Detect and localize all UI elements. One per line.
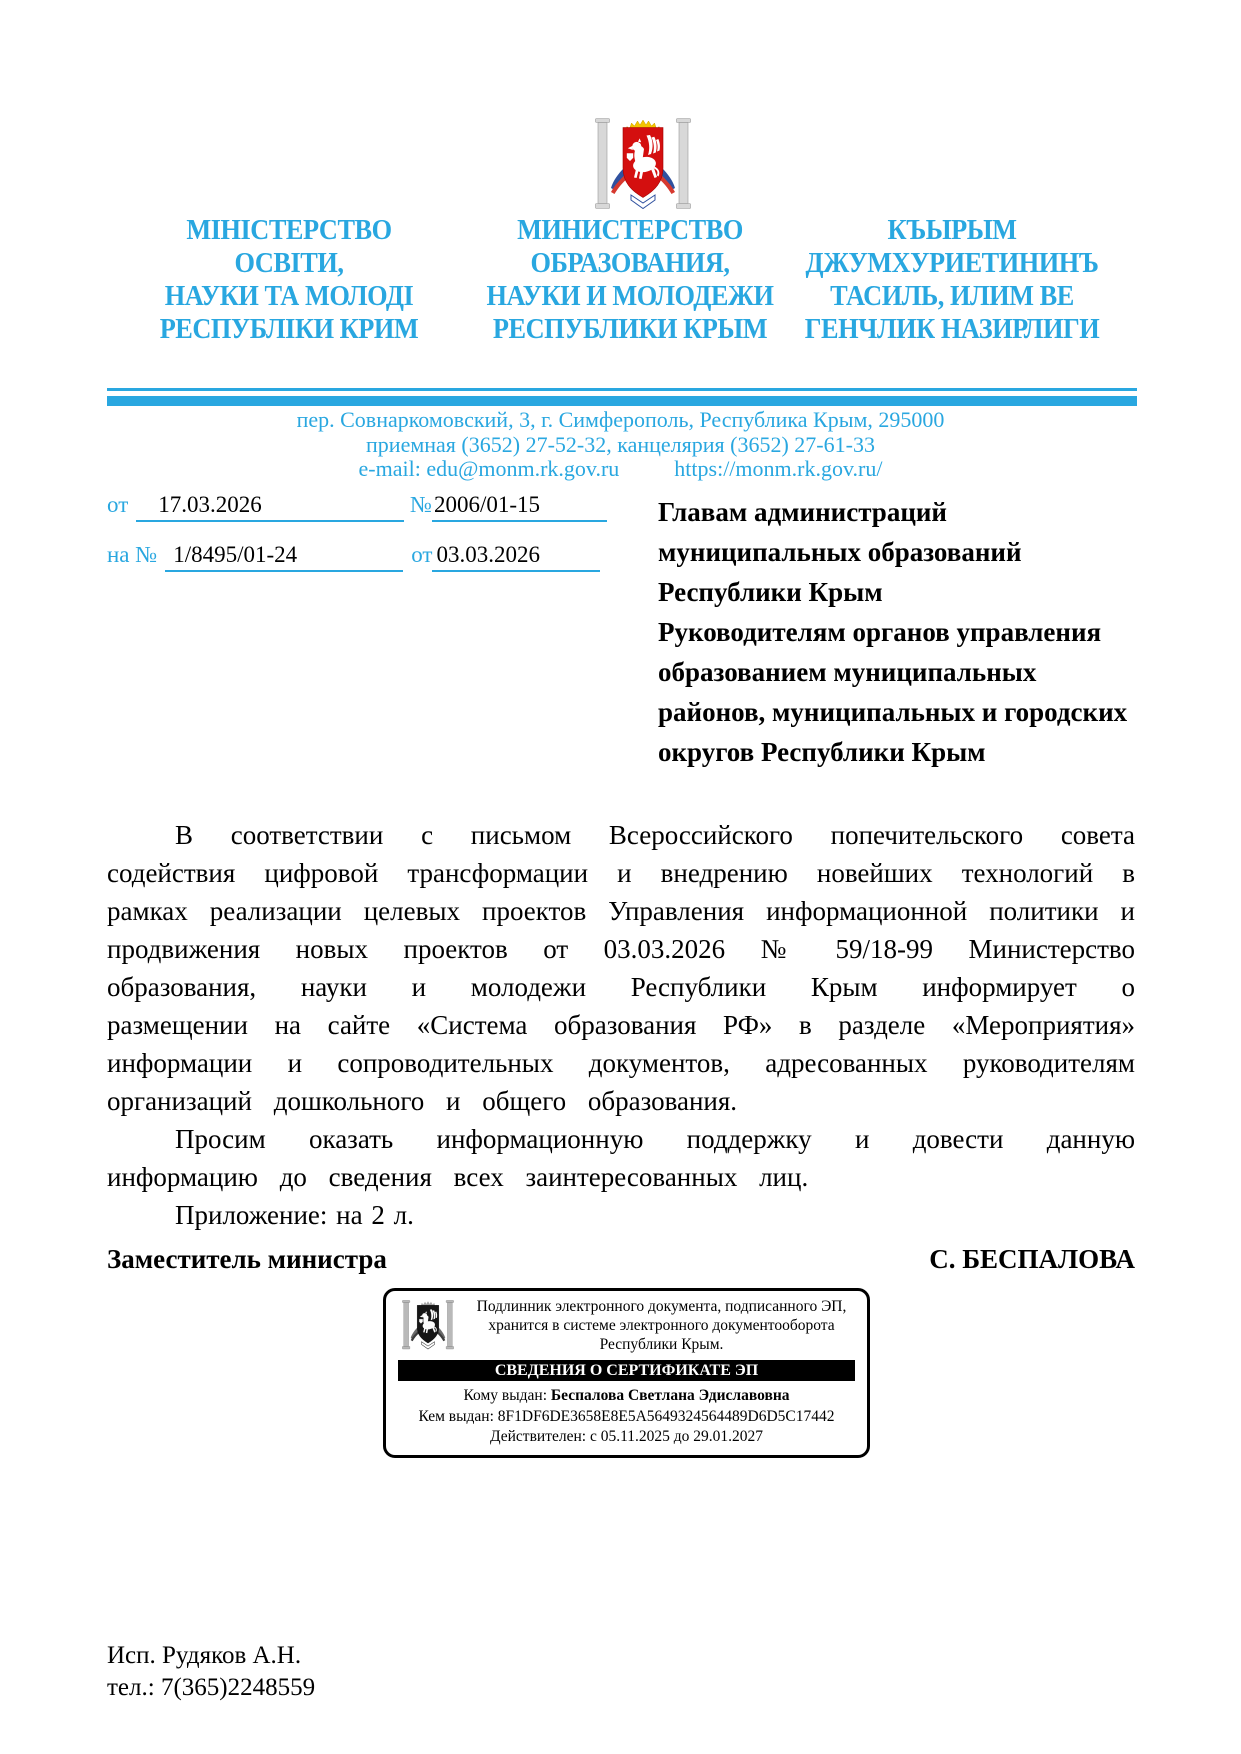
signer-position: Заместитель министра	[107, 1244, 387, 1274]
issued-to-row	[395, 1386, 858, 1407]
letterhead-line: РЕСПУБЛІКИ КРИМ	[159, 314, 419, 345]
letterhead-line: НАУКИ ТА МОЛОДІ	[164, 281, 414, 312]
issued-by-value: 8F1DF6DE3658E8E5A5649324564489D6D5C17442	[497, 1407, 835, 1425]
letterhead-line: ОБРАЗОВАНИЯ,	[530, 248, 730, 279]
letterhead-line: ОСВІТИ,	[234, 248, 344, 279]
stamp-notice: Подлинник электронного документа, подписанного ЭП, хранится в системе электронного документооборота Республики Крым.	[476, 1297, 847, 1353]
validity-period: с 05.11.2025 до 29.01.2027	[589, 1428, 764, 1445]
esign-stamp	[383, 1288, 870, 1458]
stamp-emblem-icon	[401, 1296, 455, 1354]
recipient-line: округов Республики Крым	[658, 737, 986, 767]
recipient-line: образованием муниципальных	[658, 657, 1037, 687]
divider-thick-rule	[107, 396, 1137, 406]
validity-label: Действителен:	[489, 1428, 587, 1445]
recipient-line: Руководителям органов управления	[658, 617, 1102, 647]
letterhead-line: МІНІСТЕРСТВО	[186, 215, 392, 246]
body-paragraph-1: В соответствии с письмом Всероссийского попечительского совета содействия цифровой трансформации и внедрению новейших технологий в рамках реализации целевых проектов Управления информационной политики и продвижения новых проектов от 03.03.2026 № 59/18-99 Министерство образования, науки и молодежи Республики Крым информирует о размещении на сайте «Система образования РФ» в разделе «Мероприятия» информации и сопроводительных документов, адресованных руководителям организаций дошкольного и общего образования.	[107, 820, 1135, 1116]
signature-row	[107, 1244, 1135, 1275]
letter-body	[107, 816, 1135, 1234]
coat-of-arms-icon	[593, 112, 693, 216]
signer-name: С. БЕСПАЛОВА	[929, 1244, 1135, 1274]
ministry-name-russian	[468, 214, 791, 346]
letterhead-line: КЪЫРЫМ	[887, 215, 1017, 246]
letterhead-line: ТАСИЛЬ, ИЛИМ ВЕ	[830, 281, 1074, 312]
email-text[interactable]: e-mail: edu@monm.rk.gov.ru	[358, 456, 620, 481]
from-label: от	[107, 492, 129, 517]
executor-name: Исп. Рудяков А.Н.	[107, 1642, 302, 1669]
incoming-date-field: 03.03.2026	[432, 542, 600, 572]
issued-by-row	[395, 1407, 858, 1428]
letterhead-line: ГЕНЧЛИК НАЗИРЛИГИ	[804, 314, 1100, 345]
postal-address: пер. Совнаркомовский, 3, г. Симферополь, Республика Крым, 295000	[296, 407, 945, 432]
letterhead-line: РЕСПУБЛИКИ КРЫМ	[492, 314, 768, 345]
executor-block	[107, 1640, 315, 1704]
issued-to-label: Кому выдан:	[463, 1387, 548, 1404]
reply-from-label: от	[411, 542, 433, 567]
website-link[interactable]: https://monm.rk.gov.ru/	[674, 456, 883, 481]
attachment-note: Приложение: на 2 л.	[175, 1200, 414, 1230]
outgoing-number-field: 2006/01-15	[432, 492, 607, 522]
ministry-name-ukrainian	[119, 214, 459, 346]
issued-by-label: Кем выдан:	[418, 1407, 494, 1425]
incoming-reference-line	[107, 542, 607, 572]
recipient-line: Республики Крым	[658, 577, 883, 607]
recipient-line: муниципальных образований	[658, 537, 1022, 567]
reply-to-number-label: на №	[107, 542, 158, 567]
body-paragraph-2: Просим оказать информационную поддержку и довести данную информацию до сведения всех заинтересованных лиц.	[107, 1124, 1135, 1192]
reference-block	[107, 492, 607, 572]
recipient-line: Главам администраций	[658, 497, 947, 527]
phone-numbers: приемная (3652) 27-52-32, канцелярия (3652) 27-61-33	[366, 431, 875, 457]
recipient-line: районов, муниципальных и городских	[658, 697, 1128, 727]
outgoing-date-field: 17.03.2026	[136, 492, 404, 522]
executor-phone: тел.: 7(365)2248559	[107, 1674, 316, 1701]
letterhead-line: НАУКИ И МОЛОДЕЖИ	[486, 281, 774, 312]
number-sign-label: №	[410, 492, 432, 517]
letterhead-line: МИНИСТЕРСТВО	[517, 215, 743, 246]
contact-block	[0, 408, 1241, 482]
outgoing-reference-line	[107, 492, 607, 522]
incoming-number-field: 1/8495/01-24	[165, 542, 403, 572]
recipient-block	[658, 492, 1144, 772]
letterhead-line: ДЖУМХУРИЕТИНИНЪ	[805, 248, 1099, 279]
ministry-name-crimean-tatar	[777, 214, 1127, 346]
issued-to-name: Беспалова Светлана Эдиславовна	[550, 1387, 790, 1404]
divider-thin-rule	[107, 388, 1137, 391]
certificate-header: СВЕДЕНИЯ О СЕРТИФИКАТЕ ЭП	[398, 1360, 855, 1381]
validity-row	[395, 1427, 858, 1448]
